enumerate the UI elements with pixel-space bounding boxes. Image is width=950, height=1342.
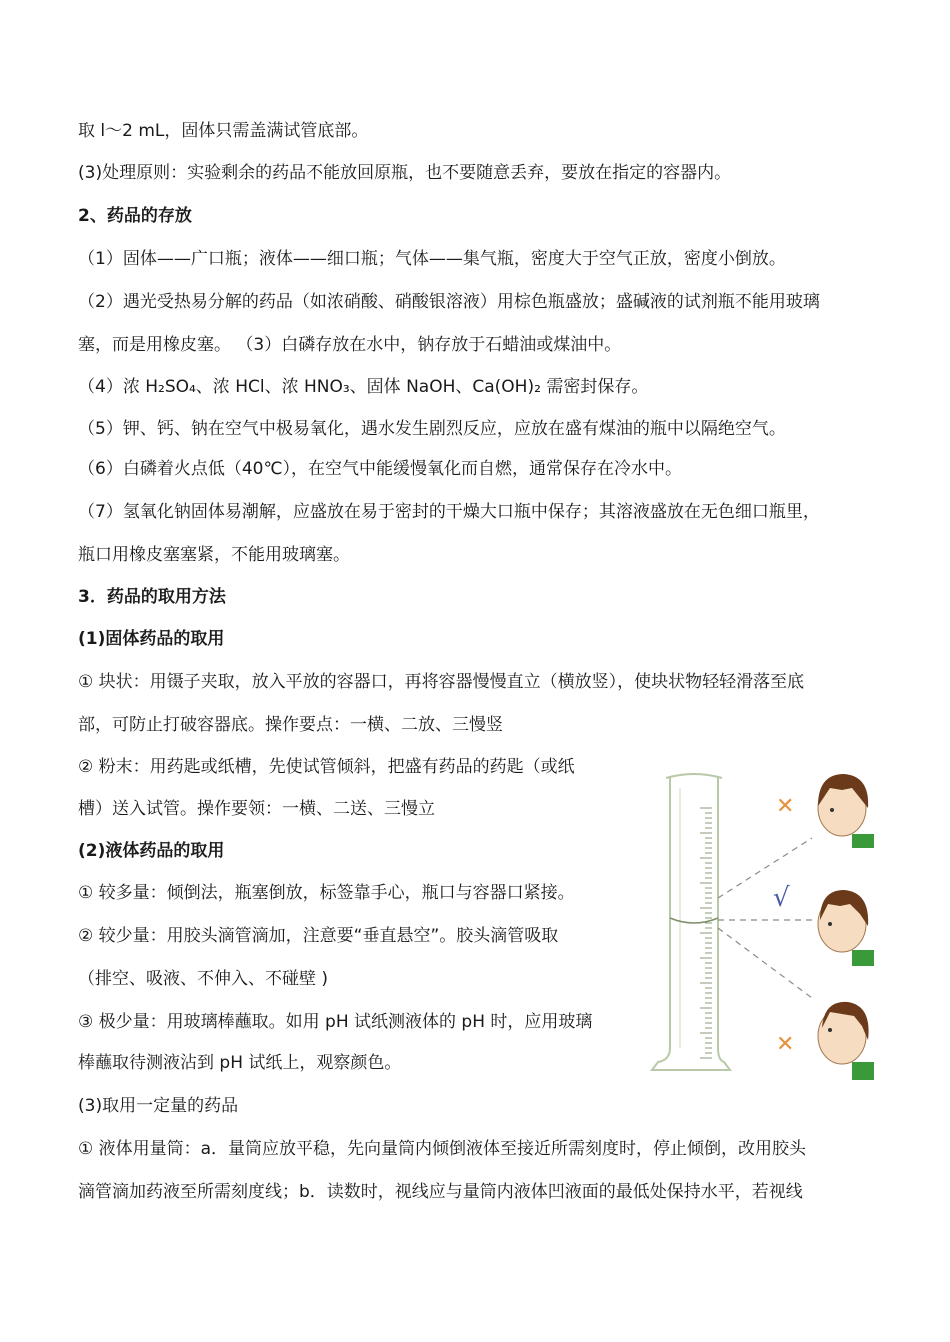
graduated-cylinder: [652, 774, 730, 1070]
cylinder-scale-ticks: [700, 808, 712, 1058]
cross-mark: ✕: [776, 1032, 795, 1057]
text-line: 塞，而是用橡皮塞。 （3）白磷存放在水中，钠存放于石蜡油或煤油中。: [78, 335, 622, 355]
graduated-cylinder-reading-figure: [640, 748, 880, 1088]
text-line: 棒蘸取待测液沾到 pH 试纸上，观察颜色。: [78, 1053, 402, 1073]
text-line: （2）遇光受热易分解的药品（如浓硝酸、硝酸银溶液）用棕色瓶盛放；盛碱液的试剂瓶不能用玻璃: [78, 292, 820, 312]
student-head-looking-up: [818, 1002, 874, 1080]
text-line: （6）白磷着火点低（40℃），在空气中能缓慢氧化而自燃，通常保存在冷水中。: [78, 459, 683, 479]
subsection-heading: (1)固体药品的取用: [78, 629, 225, 649]
text-line: 取 l～2 mL，固体只需盖满试管底部。: [78, 121, 369, 141]
text-line: ② 较少量：用胶头滴管滴加，注意要“垂直悬空”。胶头滴管吸取: [78, 926, 559, 946]
text-line: （4）浓 H₂SO₄、浓 HCl、浓 HNO₃、固体 NaOH、Ca(OH)₂ 需密封保存。: [78, 377, 649, 397]
text-line: ① 较多量：倾倒法，瓶塞倒放，标签靠手心，瓶口与容器口紧接。: [78, 883, 575, 903]
text-line: （1）固体——广口瓶；液体——细口瓶；气体——集气瓶，密度大于空气正放，密度小倒放。: [78, 249, 786, 269]
text-line: ③ 极少量：用玻璃棒蘸取。如用 pH 试纸测液体的 pH 时，应用玻璃: [78, 1012, 593, 1032]
section-heading: 3．药品的取用方法: [78, 587, 226, 607]
text-line: (3)处理原则：实验剩余的药品不能放回原瓶，也不要随意丢弃，要放在指定的容器内。: [78, 163, 732, 183]
student-head-looking-down: [818, 774, 874, 848]
text-line: 滴管滴加药液至所需刻度线；b．读数时，视线应与量筒内液体凹液面的最低处保持水平，若视线: [78, 1182, 803, 1202]
cross-mark: ✕: [776, 794, 795, 819]
text-line: 槽）送入试管。操作要领：一横、二送、三慢立: [78, 799, 435, 819]
text-line: （5）钾、钙、钠在空气中极易氧化，遇水发生剧烈反应，应放在盛有煤油的瓶中以隔绝空气。: [78, 419, 786, 439]
text-line: 瓶口用橡皮塞塞紧，不能用玻璃塞。: [78, 545, 350, 565]
check-mark: √: [773, 883, 790, 913]
subsection-heading: (2)液体药品的取用: [78, 841, 225, 861]
text-line: （7）氢氧化钠固体易潮解，应盛放在易于密封的干燥大口瓶中保存；其溶液盛放在无色细口瓶里，: [78, 502, 820, 522]
text-line: ① 液体用量筒：a．量筒应放平稳，先向量筒内倾倒液体至接近所需刻度时，停止倾倒，改用胶头: [78, 1139, 807, 1159]
text-line: ② 粉末：用药匙或纸槽，先使试管倾斜，把盛有药品的药匙（或纸: [78, 757, 575, 777]
sight-lines: [718, 838, 812, 998]
section-heading: 2、药品的存放: [78, 206, 192, 226]
text-line: 部，可防止打破容器底。操作要点：一横、二放、三慢竖: [78, 715, 503, 735]
text-line: (3)取用一定量的药品: [78, 1096, 239, 1116]
text-line: （排空、吸液、不伸入、不碰壁 ): [78, 969, 329, 989]
student-head-level: [818, 890, 874, 966]
text-line: ① 块状：用镊子夹取，放入平放的容器口，再将容器慢慢直立（横放竖），使块状物轻轻滑落至底: [78, 672, 805, 692]
